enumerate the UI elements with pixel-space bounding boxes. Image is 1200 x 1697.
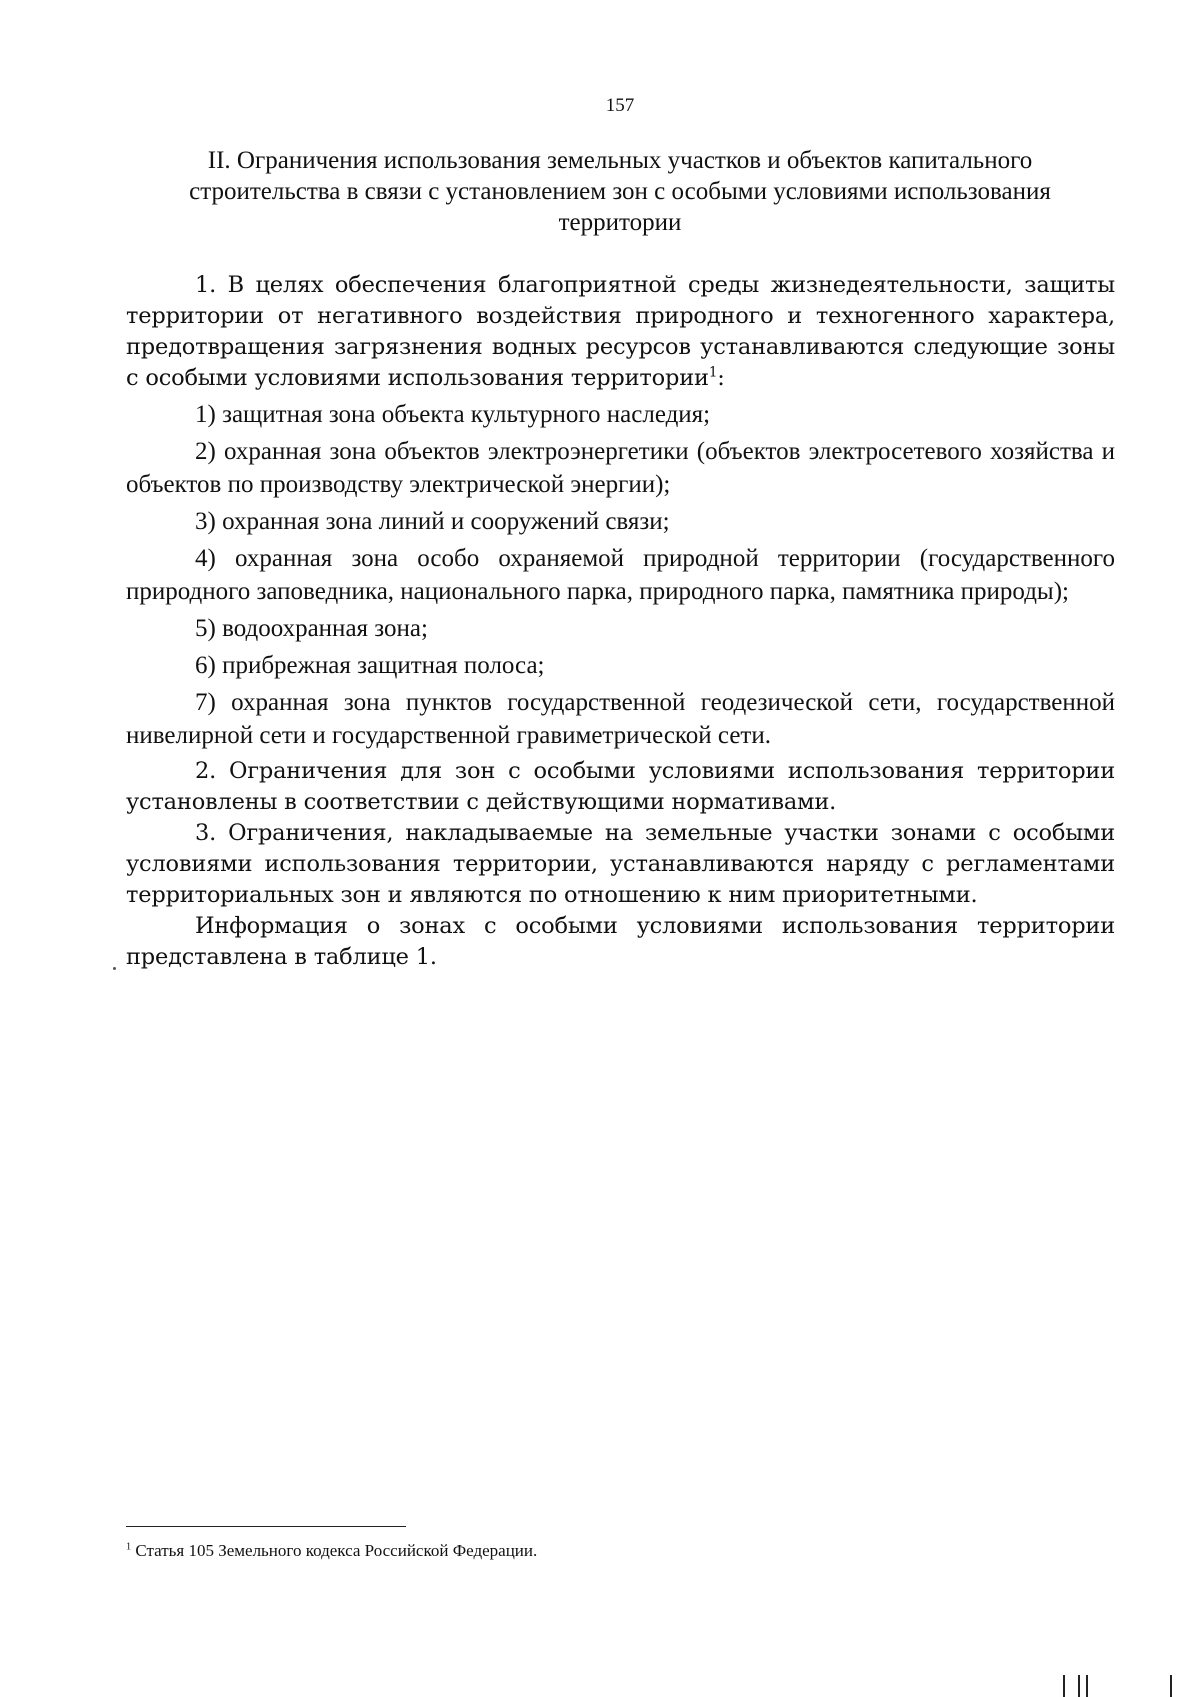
document-body (126, 270, 1115, 973)
footnote-reference: 1 (708, 364, 718, 381)
list-item-5: 5) водоохранная зона; (195, 615, 428, 642)
paragraph-1-text: 1. В целях обеспечения благоприятной среды жизнедеятельности, защиты территории от негативного воздействия природного и техногенного характера, предотвращения загрязнения водных ресурсов устанавливаются следующие зоны с особыми условиями использования территории (126, 272, 1115, 391)
scan-edge-mark (1086, 1675, 1088, 1697)
list-item-6: 6) прибрежная защитная полоса; (195, 652, 545, 679)
footnote (126, 1540, 537, 1562)
section-heading: II. Ограничения использования земельных участков и объектов капитального строительства в связи с установлением зон с особыми условиями использования территории (189, 147, 1051, 236)
paragraph-3: 3. Ограничения, накладываемые на земельные участки зонами с особыми условиями использования территории, устанавливаются наряду с регламентами территориальных зон и являются по отношению к ним приоритетными. (126, 820, 1115, 908)
footnote-marker: 1 (126, 1541, 132, 1553)
footnote-text: Статья 105 Земельного кодекса Российской Федерации. (135, 1541, 538, 1560)
list-item-4: 4) охранная зона особо охраняемой природной территории (государственного природного заповедника, национального парка, природного парка, памятника природы); (126, 545, 1115, 605)
scan-speck (113, 967, 116, 970)
list-item-1: 1) защитная зона объекта культурного наследия; (195, 401, 711, 428)
scan-edge-mark (1078, 1675, 1080, 1697)
paragraph-2: 2. Ограничения для зон с особыми условиями использования территории установлены в соответствии с действующими нормативами. (126, 758, 1115, 815)
scan-edge-mark (1170, 1675, 1172, 1697)
list-item-2: 2) охранная зона объектов электроэнергетики (объектов электросетевого хозяйства и объектов по производству электрической энергии); (126, 438, 1115, 498)
list-item-3: 3) охранная зона линий и сооружений связи; (195, 508, 670, 535)
paragraph-1 (126, 270, 1115, 394)
list-item-7: 7) охранная зона пунктов государственной геодезической сети, государственной нивелирной сети и государственной гравиметрической сети. (126, 689, 1115, 749)
paragraph-1-colon: : (717, 365, 725, 391)
paragraph-4: Информация о зонах с особыми условиями использования территории представлена в таблице 1. (126, 913, 1115, 970)
footnote-separator (126, 1526, 406, 1527)
page-number: 157 (605, 95, 635, 116)
scan-edge-mark (1063, 1675, 1065, 1697)
